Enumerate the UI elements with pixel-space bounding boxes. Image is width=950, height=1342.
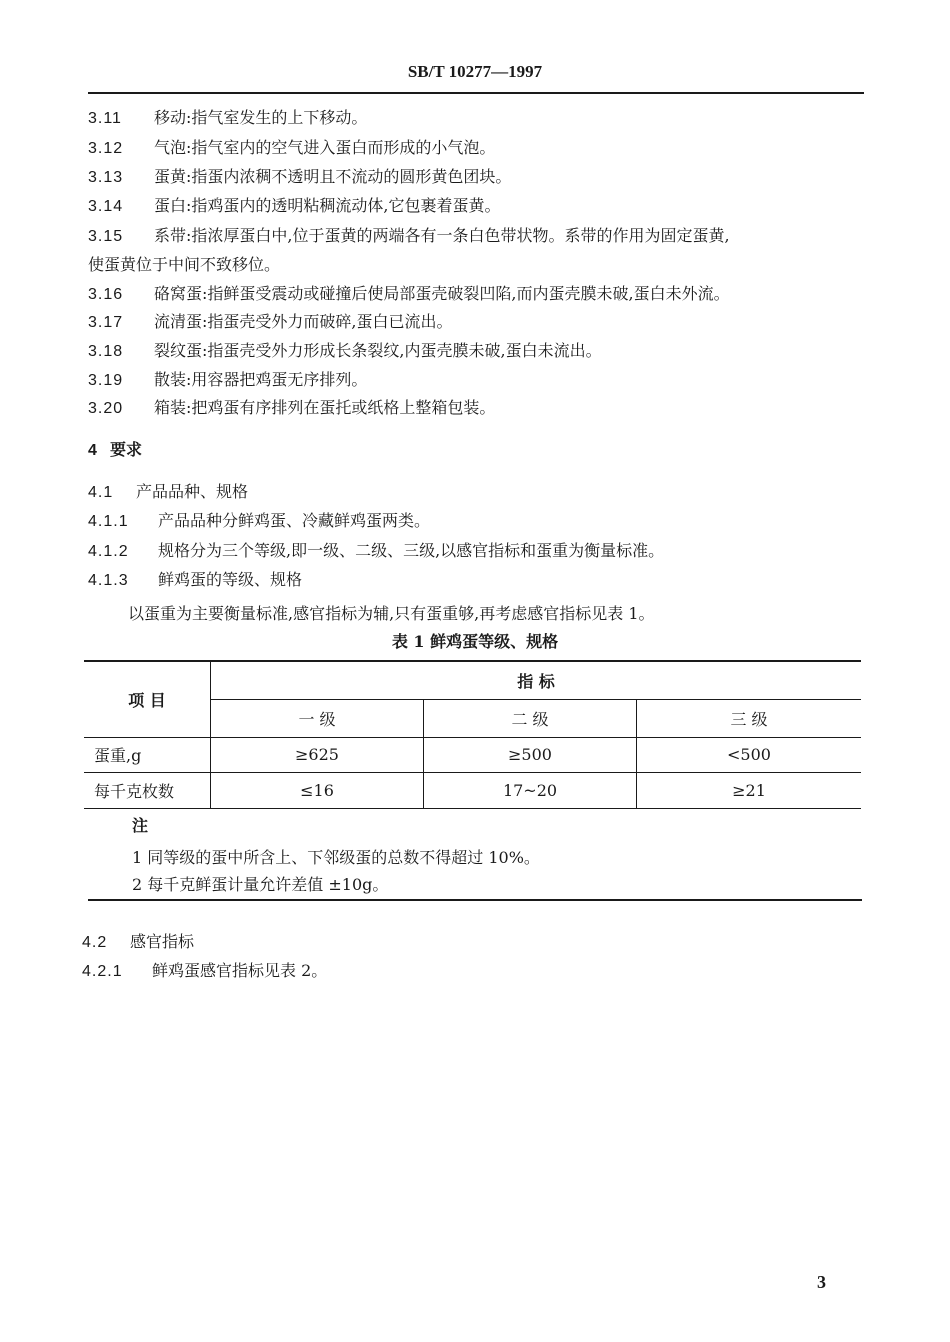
grade-3-header: 三 级 (637, 699, 862, 737)
table-bottom-rule (88, 899, 862, 901)
table-cell: ≥625 (211, 737, 424, 772)
clause-number: 3.18 (88, 343, 124, 360)
clause-text: 产品品种、规格 (136, 482, 249, 501)
clause-text: 鲜鸡蛋感官指标见表 2。 (152, 961, 328, 980)
table-caption: 表 1 鲜鸡蛋等级、规格 (391, 632, 559, 651)
section-4-heading (88, 440, 142, 461)
standard-code: SB/T 10277—1997 (407, 62, 543, 81)
clause-3-15 (88, 226, 730, 247)
table-intro-paragraph: 以蛋重为主要衡量标准,感官指标为辅,只有蛋重够,再考虑感官指标见表 1。 (128, 604, 655, 623)
clause-3-11 (88, 108, 367, 129)
table-note-title: 注 (132, 816, 149, 835)
section-title: 要求 (110, 440, 143, 459)
table-header-row (84, 661, 861, 699)
grade-1-header: 一 级 (211, 699, 424, 737)
clause-number: 3.13 (88, 169, 124, 186)
table-cell: ≥21 (637, 772, 862, 808)
clause-3-17 (88, 312, 452, 333)
clause-4-1-2 (88, 541, 664, 562)
row-label: 每千克枚数 (84, 772, 211, 808)
clause-text: 系带:指浓厚蛋白中,位于蛋黄的两端各有一条白色带状物。系带的作用为固定蛋黄, (154, 226, 730, 245)
table-cell: ≤16 (211, 772, 424, 808)
clause-3-14 (88, 196, 500, 217)
clause-number: 3.14 (88, 198, 124, 215)
table-note-1: 1 同等级的蛋中所含上、下邻级蛋的总数不得超过 10%。 (132, 848, 540, 867)
page-number: 3 (817, 1272, 826, 1292)
clause-text: 气泡:指气室内的空气进入蛋白而形成的小气泡。 (154, 138, 496, 157)
clause-4-1 (88, 482, 248, 503)
clause-number: 3.19 (88, 372, 124, 389)
clause-text: 硌窝蛋:指鲜蛋受震动或碰撞后使局部蛋壳破裂凹陷,而内蛋壳膜未破,蛋白未外流。 (154, 284, 730, 303)
clause-4-2-1 (82, 961, 327, 982)
clause-3-15-continued: 使蛋黄位于中间不致移位。 (88, 255, 281, 274)
clause-3-20 (88, 398, 495, 419)
table-row (84, 737, 861, 772)
clause-3-18 (88, 341, 602, 362)
clause-text: 鲜鸡蛋的等级、规格 (158, 570, 303, 589)
clause-4-1-3 (88, 570, 302, 591)
clause-number: 3.12 (88, 140, 124, 157)
clause-number: 4.2.1 (82, 963, 123, 980)
clause-number: 3.15 (88, 228, 124, 245)
clause-number: 3.20 (88, 400, 124, 417)
clause-text: 箱装:把鸡蛋有序排列在蛋托或纸格上整箱包装。 (154, 398, 496, 417)
clause-text: 感官指标 (130, 932, 195, 951)
item-header-cell: 项 目 (84, 661, 211, 737)
table-row (84, 772, 861, 808)
clause-number: 3.17 (88, 314, 124, 331)
grade-spec-table (84, 660, 861, 809)
clause-number: 4.1 (88, 484, 114, 501)
table-cell: <500 (637, 737, 862, 772)
clause-text: 产品品种分鲜鸡蛋、冷藏鲜鸡蛋两类。 (158, 511, 431, 530)
header-rule (88, 92, 864, 94)
clause-4-1-1 (88, 511, 430, 532)
clause-text: 蛋白:指鸡蛋内的透明粘稠流动体,它包裹着蛋黄。 (154, 196, 501, 215)
clause-3-19 (88, 370, 367, 391)
clause-text: 散装:用容器把鸡蛋无序排列。 (154, 370, 368, 389)
clause-3-12 (88, 138, 495, 159)
clause-3-16 (88, 284, 730, 305)
clause-text: 裂纹蛋:指蛋壳受外力形成长条裂纹,内蛋壳膜未破,蛋白未流出。 (154, 341, 602, 360)
clause-text: 移动:指气室发生的上下移动。 (154, 108, 368, 127)
index-header-cell: 指 标 (211, 661, 862, 699)
clause-number: 3.11 (88, 110, 122, 127)
clause-text: 规格分为三个等级,即一级、二级、三级,以感官指标和蛋重为衡量标准。 (158, 541, 665, 560)
clause-3-13 (88, 167, 511, 188)
clause-number: 4.1.2 (88, 543, 129, 560)
row-label: 蛋重,g (84, 737, 211, 772)
clause-text: 蛋黄:指蛋内浓稠不透明且不流动的圆形黄色团块。 (154, 167, 512, 186)
clause-4-2 (82, 932, 194, 953)
section-number: 4 (88, 442, 98, 459)
table-note-2: 2 每千克鲜蛋计量允许差值 ±10g。 (132, 875, 389, 894)
clause-number: 3.16 (88, 286, 124, 303)
clause-text: 流清蛋:指蛋壳受外力而破碎,蛋白已流出。 (154, 312, 453, 331)
clause-number: 4.2 (82, 934, 108, 951)
clause-number: 4.1.1 (88, 513, 129, 530)
grade-2-header: 二 级 (424, 699, 637, 737)
clause-number: 4.1.3 (88, 572, 129, 589)
table-cell: ≥500 (424, 737, 637, 772)
table-cell: 17~20 (424, 772, 637, 808)
